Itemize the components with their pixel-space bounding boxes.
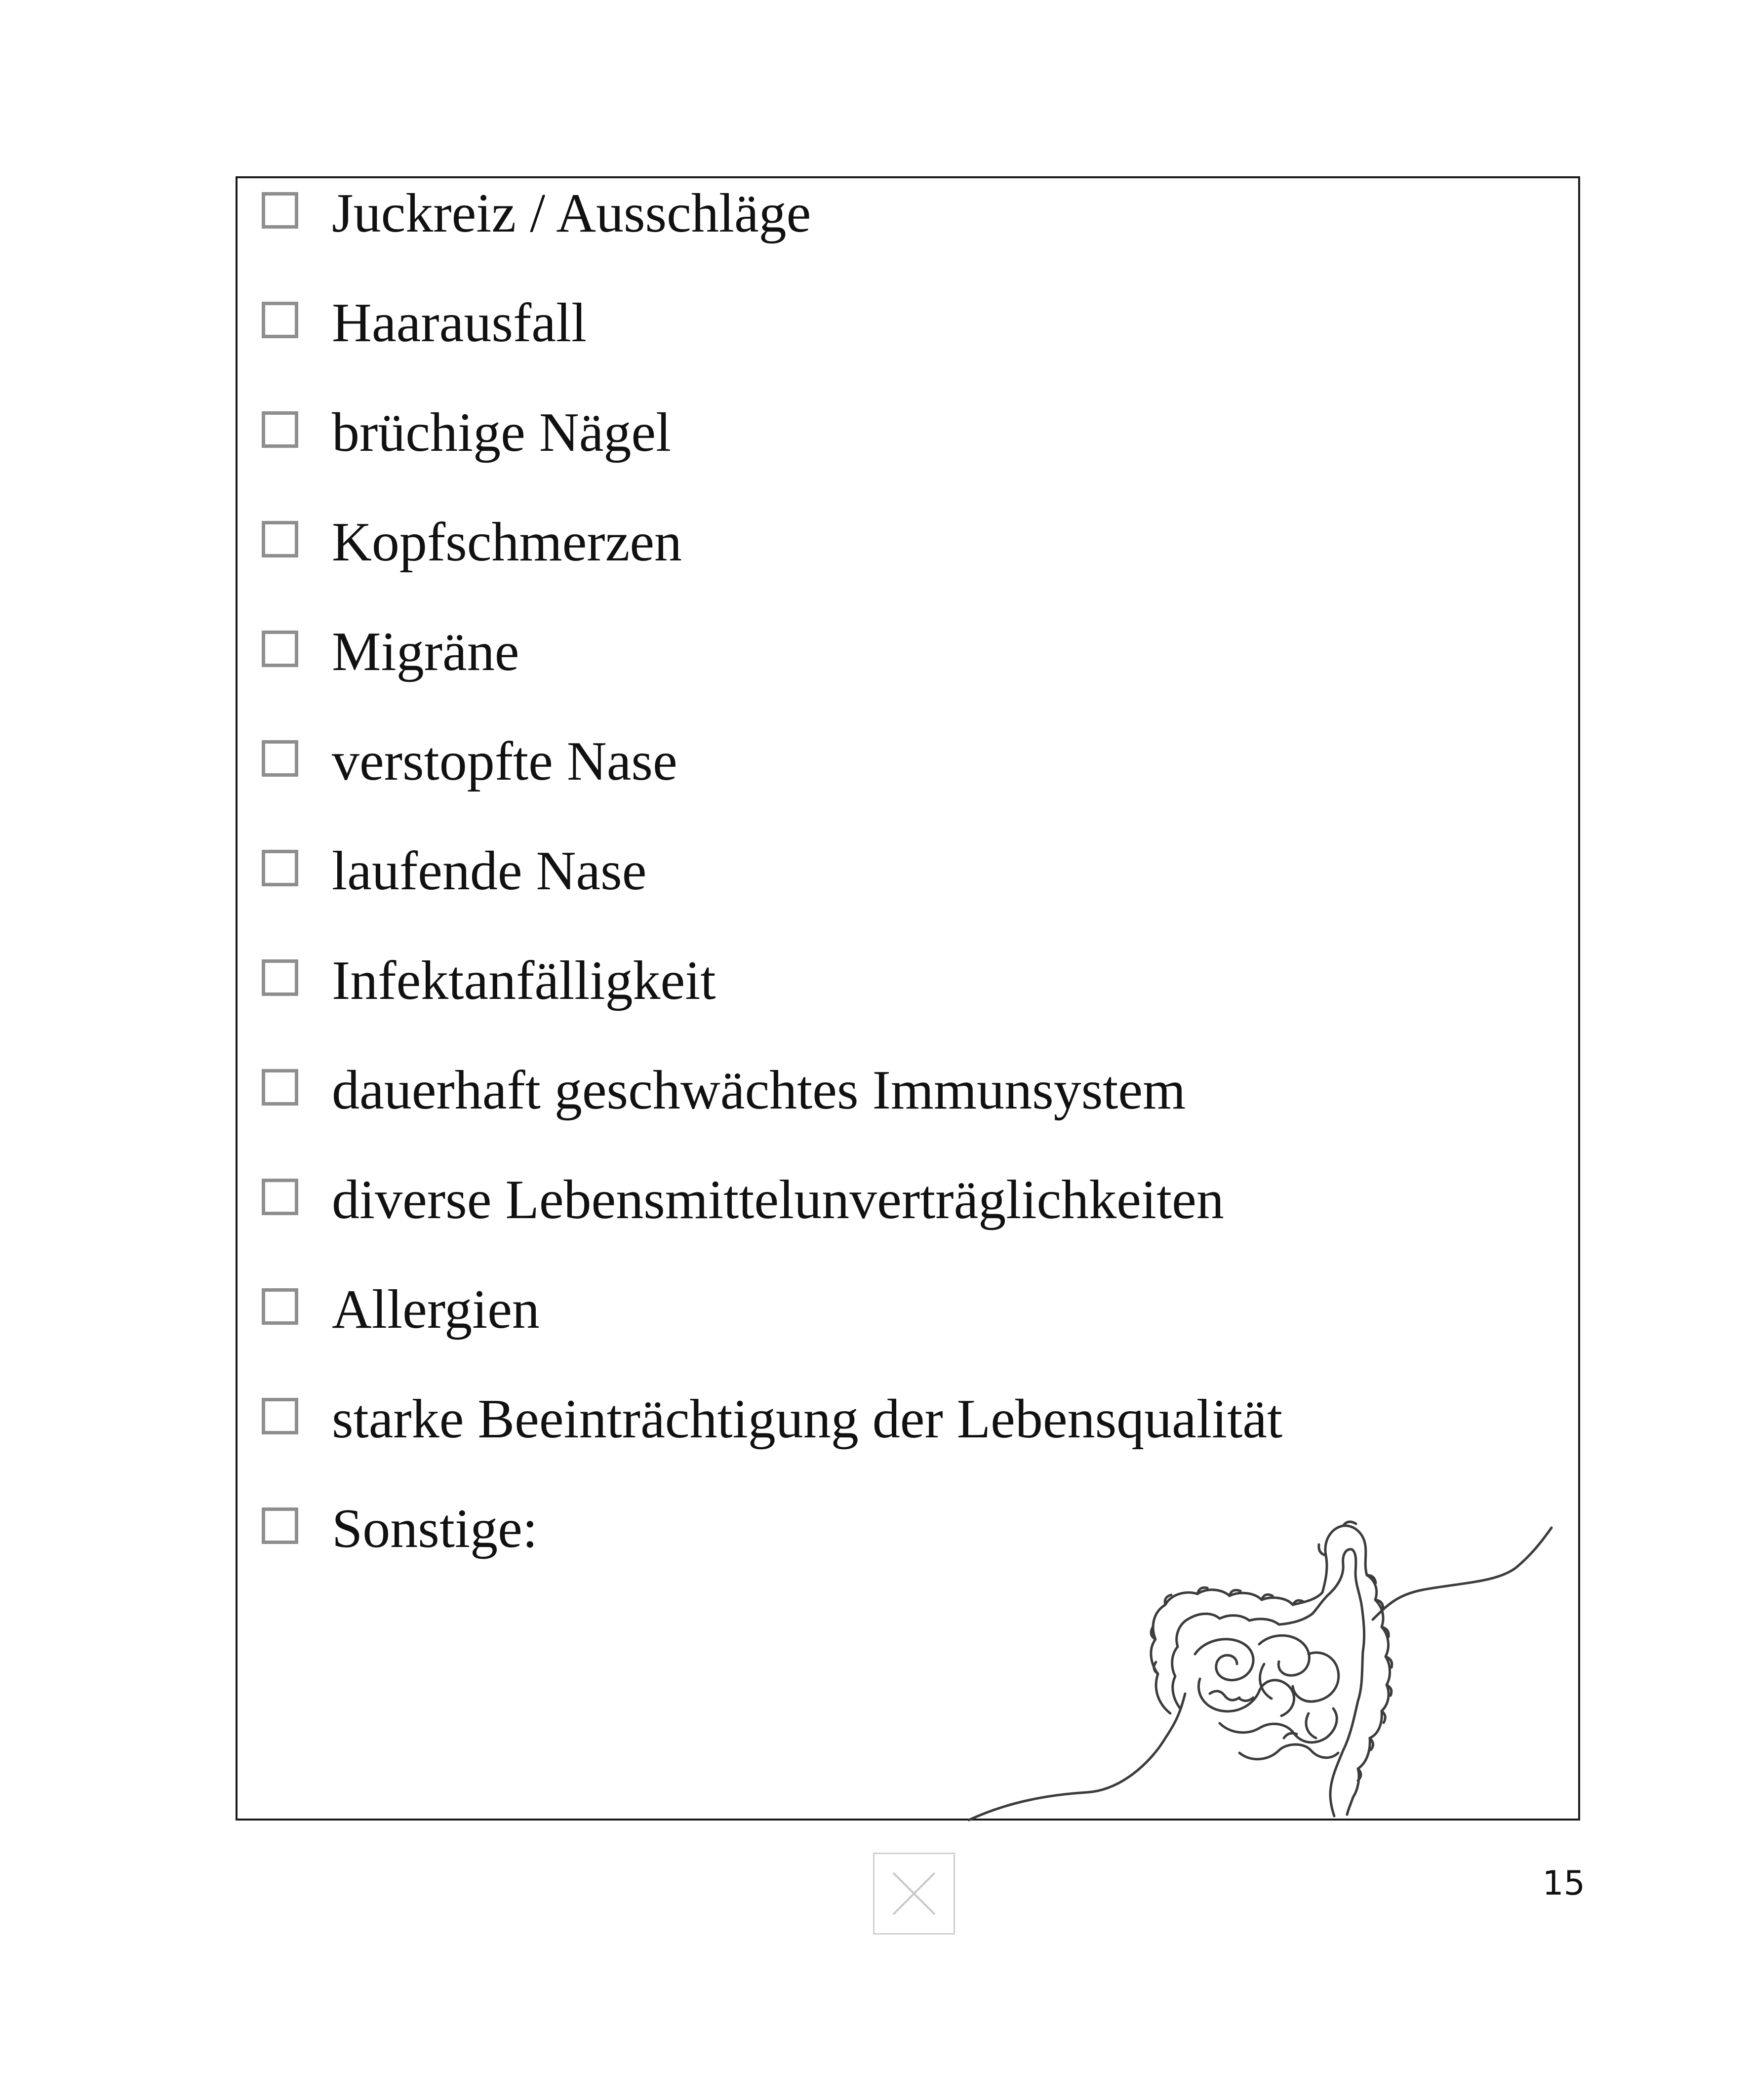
checklist-item-label: diverse Lebensmittelunverträglichkeiten (332, 1169, 1224, 1230)
checklist-item-label: Infektanfälligkeit (332, 950, 716, 1011)
broken-image-icon (875, 1854, 954, 1933)
checkbox[interactable] (262, 411, 298, 448)
checkbox[interactable] (262, 1288, 298, 1325)
checklist-item[interactable] (262, 508, 682, 577)
checklist-item-label: Haarausfall (332, 292, 587, 354)
checklist-item-label: Juckreiz / Ausschläge (332, 183, 811, 244)
checklist-item-label: verstopfte Nase (332, 731, 677, 792)
checkbox[interactable] (262, 959, 298, 996)
checkbox[interactable] (262, 1398, 298, 1434)
checkbox[interactable] (262, 302, 298, 338)
checklist-item-label: Sonstige: (332, 1498, 538, 1559)
checklist-item-label: dauerhaft geschwächtes Immunsystem (332, 1060, 1186, 1121)
checklist-item[interactable] (262, 1494, 538, 1563)
checklist-item[interactable] (262, 1275, 540, 1344)
checklist-item-label: brüchige Nägel (332, 402, 672, 463)
checklist-item[interactable] (262, 1056, 1186, 1125)
checkbox[interactable] (262, 1507, 298, 1544)
checkbox[interactable] (262, 1179, 298, 1215)
checklist-item-label: Kopfschmerzen (332, 512, 682, 573)
checklist-item[interactable] (262, 727, 677, 796)
checklist-item[interactable] (262, 946, 716, 1015)
image-placeholder (873, 1853, 955, 1935)
checklist-item[interactable] (262, 1385, 1282, 1454)
checkbox[interactable] (262, 850, 298, 886)
page-number: 15 (1542, 1864, 1585, 1903)
checklist-item[interactable] (262, 617, 519, 686)
checklist-item[interactable] (262, 1165, 1224, 1234)
checklist-item[interactable] (262, 179, 811, 248)
checklist-item-label: Migräne (332, 621, 519, 682)
checkbox[interactable] (262, 740, 298, 777)
checkbox[interactable] (262, 631, 298, 667)
checklist-item-label: laufende Nase (332, 840, 647, 902)
checklist-item[interactable] (262, 288, 587, 357)
checklist-item[interactable] (262, 836, 646, 906)
checkbox[interactable] (262, 521, 298, 557)
checklist-item-label: Allergien (332, 1279, 540, 1340)
checklist-item-label: starke Beeinträchtigung der Lebensqualität (332, 1388, 1283, 1450)
intestine-line-drawing-icon (963, 1506, 1580, 1822)
checkbox[interactable] (262, 1069, 298, 1106)
checklist-item[interactable] (262, 398, 671, 467)
checkbox[interactable] (262, 192, 298, 229)
